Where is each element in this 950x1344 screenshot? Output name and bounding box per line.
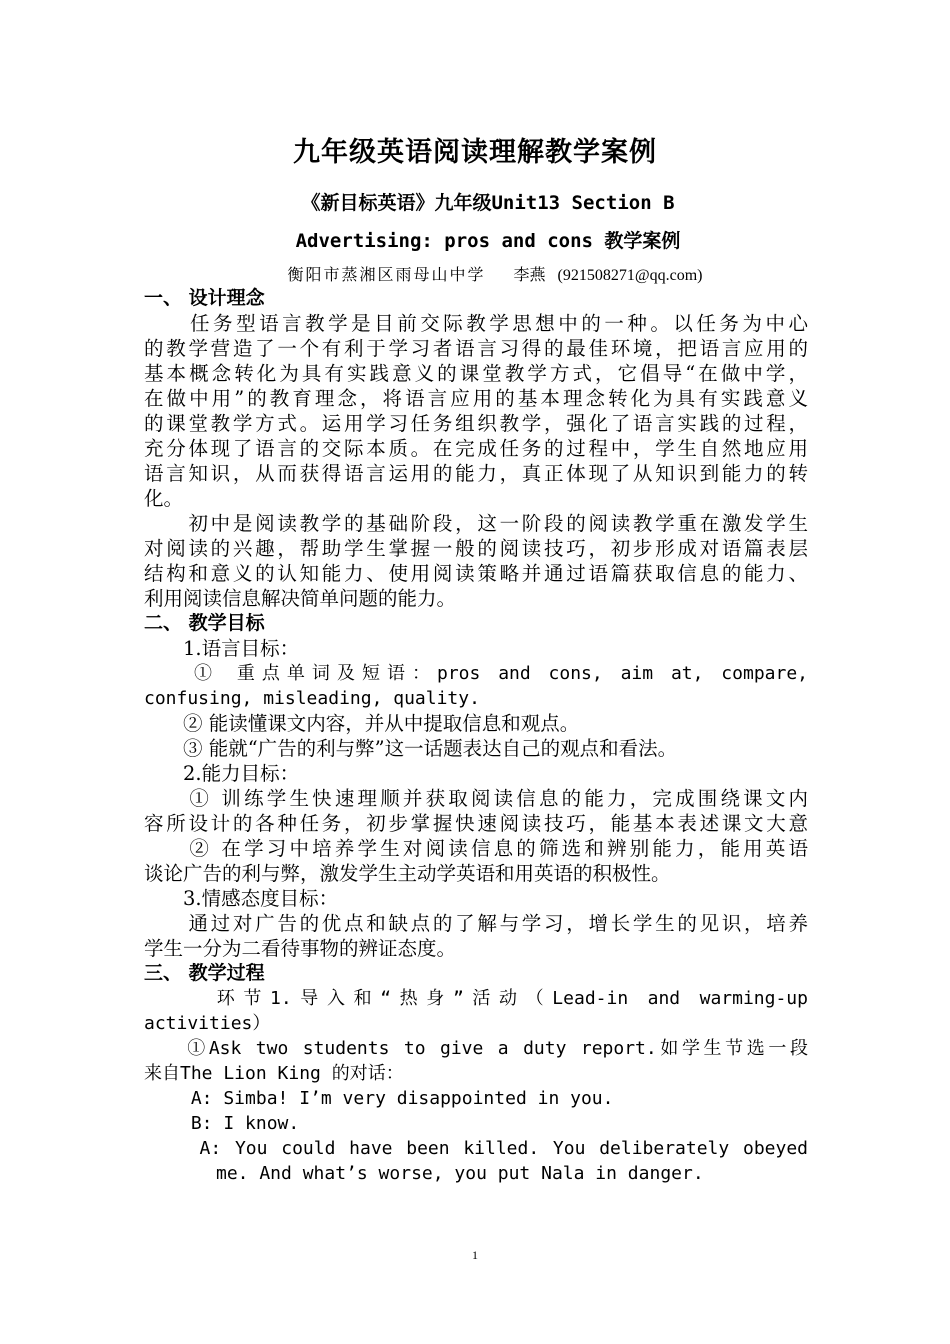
dialogue-line: A: You could have been killed. You deliberately obeyed <box>144 1138 808 1159</box>
section-heading: 二、 教学目标 <box>144 612 265 634</box>
dialogue-line: B: I know. <box>144 1113 300 1134</box>
body-line: 基本概念转化为具有实践意义的课堂教学方式，它倡导“在做中学， <box>144 362 808 385</box>
section-heading: 三、 教学过程 <box>144 962 265 984</box>
body-line: 利用阅读信息解决简单问题的能力。 <box>144 587 457 610</box>
document-subtitle: 《新目标英语》九年级Unit13 Section B <box>301 192 675 214</box>
body-line: ③ 能就“广告的利与弊”这一话题表达自己的观点和看法。 <box>144 737 678 760</box>
section-heading: 一、 设计理念 <box>144 287 265 309</box>
body-line: 语言知识，从而获得语言运用的能力，真正体现了从知识到能力的转 <box>144 462 808 485</box>
author-affiliation: 衡阳市蒸湘区雨母山中学 <box>287 265 486 284</box>
dialogue-line: A: Simba! I’m very disappointed in you. <box>144 1088 614 1109</box>
body-line: 2.能力目标： <box>144 762 300 785</box>
page-number: 1 <box>472 1248 478 1262</box>
body-line: activities） <box>144 1013 271 1034</box>
body-line: 的教学营造了一个有利于学习者语言习得的最佳环境，把语言应用的 <box>144 337 808 360</box>
author-name: 李燕 <box>513 265 546 284</box>
body-line: 环节1.导入和“热身”活动（Lead-in and warming-up <box>144 988 808 1009</box>
body-line: 3.情感态度目标： <box>144 887 339 910</box>
body-line: 通过对广告的优点和缺点的了解与学习，增长学生的见识，培养 <box>144 912 808 935</box>
body-line: 学生一分为二看待事物的辨证态度。 <box>144 937 457 960</box>
body-line: ① 训练学生快速理顺并获取阅读信息的能力，完成围绕课文内 <box>144 787 808 810</box>
body-line: 来自The Lion King 的对话： <box>144 1063 404 1084</box>
body-line: 化。 <box>144 487 184 510</box>
body-line: ② 在学习中培养学生对阅读信息的筛选和辨别能力，能用英语 <box>144 837 808 860</box>
document-title: 九年级英语阅读理解教学案例 <box>293 137 657 168</box>
body-line: ② 能读懂课文内容，并从中提取信息和观点。 <box>144 712 580 735</box>
body-line: 谈论广告的利与弊，激发学生主动学英语和用英语的积极性。 <box>144 862 671 885</box>
body-line: 对阅读的兴趣，帮助学生掌握一般的阅读技巧，初步形成对语篇表层 <box>144 537 808 560</box>
author-email: (921508271@qq.com) <box>557 267 703 284</box>
body-line: 在做中用”的教育理念，将语言应用的基本理念转化为具有实践意义 <box>144 387 808 410</box>
dialogue-line: me. And what’s worse, you put Nala in danger. <box>144 1163 704 1184</box>
author-line <box>0 262 950 285</box>
body-line: confusing, misleading, quality. <box>144 688 480 709</box>
body-line: 容所设计的各种任务，初步掌握快速阅读技巧，能基本表述课文大意 <box>144 812 808 835</box>
body-line: 初中是阅读教学的基础阶段，这一阶段的阅读教学重在激发学生 <box>144 512 808 535</box>
body-line: 充分体现了语言的交际本质。在完成任务的过程中，学生自然地应用 <box>144 437 808 460</box>
document-subtitle-2: Advertising: pros and cons 教学案例 <box>295 230 681 252</box>
body-line: ①Ask two students to give a duty report.如学生节选一段 <box>144 1038 808 1059</box>
body-line: 任务型语言教学是目前交际教学思想中的一种。以任务为中心 <box>144 312 808 335</box>
body-line: 的课堂教学方式。运用学习任务组织教学，强化了语言实践的过程， <box>144 412 808 435</box>
body-line: 结构和意义的认知能力、使用阅读策略并通过语篇获取信息的能力、 <box>144 562 808 585</box>
body-line: ① 重点单词及短语：pros and cons, aim at, compare, <box>144 663 808 684</box>
body-line: 1.语言目标： <box>144 637 300 660</box>
document-body <box>144 286 808 1186</box>
